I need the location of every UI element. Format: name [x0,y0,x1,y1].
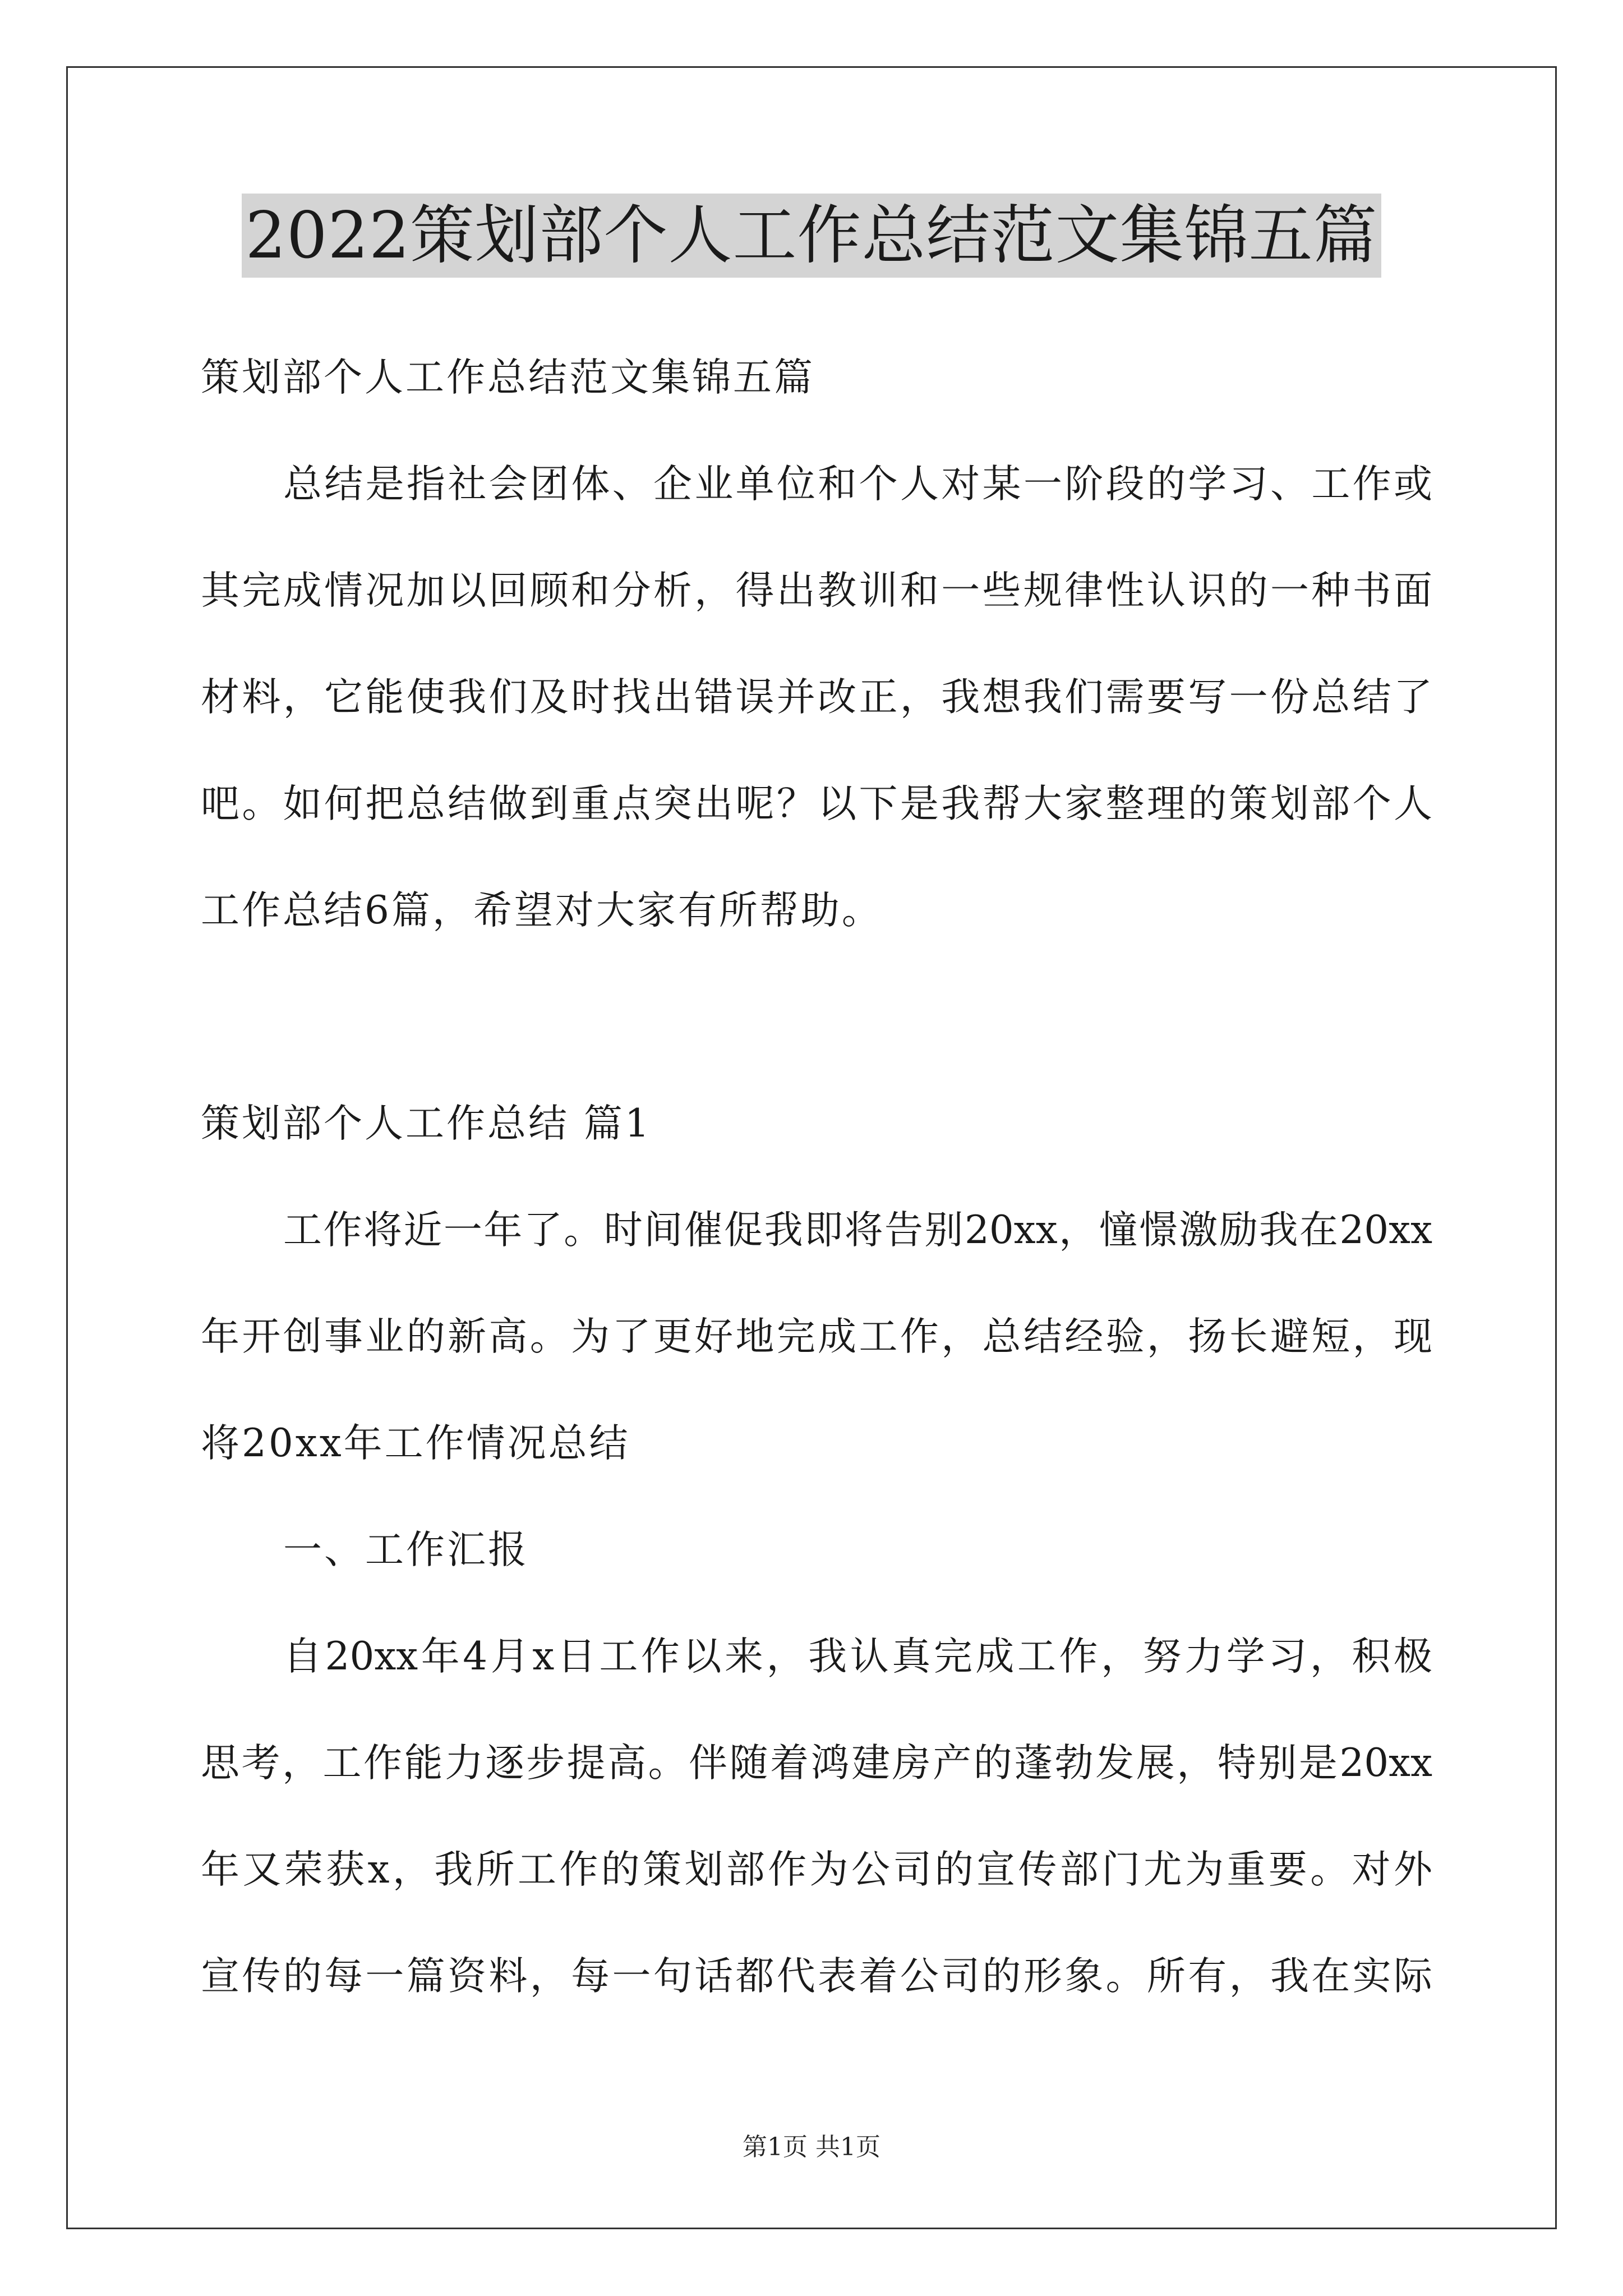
document-title-wrap [0,194,1623,278]
para1-line-3: 将20xx年工作情况总结 [201,1421,630,1466]
intro-line-4: 吧。如何把总结做到重点突出呢？以下是我帮大家整理的策划部个人 [201,781,1432,826]
intro-line-2: 其完成情况加以回顾和分析，得出教训和一些规律性认识的一种书面 [201,568,1432,613]
subheading: 一、工作汇报 [283,1527,529,1572]
page-footer: 第1页 共1页 [743,2133,880,2161]
para2-line-4: 宣传的每一篇资料，每一句话都代表着公司的形象。所有，我在实际 [201,1954,1432,1999]
para2-line-2: 思考，工作能力逐步提高。伴随着鸿建房产的蓬勃发展，特别是20xx [201,1741,1432,1786]
intro-line-5: 工作总结6篇，希望对大家有所帮助。 [201,888,883,933]
intro-line-1: 总结是指社会团体、企业单位和个人对某一阶段的学习、工作或 [283,462,1432,507]
para1-line-1: 工作将近一年了。时间催促我即将告别20xx，憧憬激励我在20xx [283,1208,1432,1253]
intro-line-3: 材料，它能使我们及时找出错误并改正，我想我们需要写一份总结了 [201,675,1432,720]
para1-line-2: 年开创事业的新高。为了更好地完成工作，总结经验，扬长避短，现 [201,1314,1432,1359]
section-heading: 策划部个人工作总结 篇1 [201,1101,652,1146]
document-title: 2022策划部个人工作总结范文集锦五篇 [242,194,1381,278]
document-subtitle: 策划部个人工作总结范文集锦五篇 [201,355,815,400]
para2-line-3: 年又荣获x，我所工作的策划部作为公司的宣传部门尤为重要。对外 [201,1847,1432,1892]
para2-line-1: 自20xx年4月x日工作以来，我认真完成工作，努力学习，积极 [283,1634,1432,1679]
